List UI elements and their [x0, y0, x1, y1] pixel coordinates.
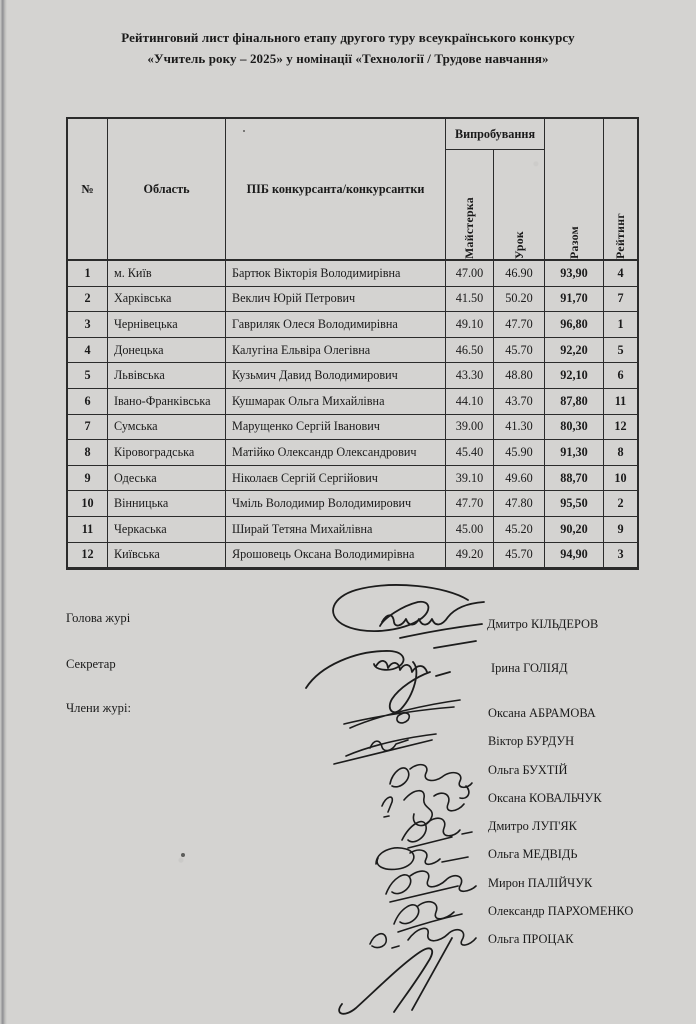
- cell-row-number: 6: [68, 389, 108, 415]
- scan-speck: [243, 130, 245, 132]
- col-header-region: Область: [108, 119, 226, 261]
- cell-rank: 3: [604, 543, 637, 569]
- col-header-maisterka-label: Майстерка: [462, 197, 476, 259]
- cell-row-number: 2: [68, 287, 108, 313]
- cell-urok-score: 45.20: [494, 517, 545, 543]
- cell-contestant-name: Гавриляк Олеся Володимирівна: [226, 312, 446, 338]
- signature-protsak: [370, 928, 476, 948]
- cell-maisterka-score: 46.50: [446, 338, 494, 364]
- cell-urok-score: 47.70: [494, 312, 545, 338]
- signature-lupyak: [402, 818, 472, 848]
- cell-total-score: 95,50: [545, 491, 604, 517]
- col-header-name: ПІБ конкурсанта/конкурсантки: [226, 119, 446, 261]
- jury-secretary-name: Ірина ГОЛІЯД: [491, 661, 568, 675]
- cell-rank: 11: [604, 389, 637, 415]
- cell-urok-score: 43.70: [494, 389, 545, 415]
- col-header-urok-label: Урок: [511, 230, 526, 259]
- cell-contestant-name: Веклич Юрій Петрович: [226, 287, 446, 313]
- cell-urok-score: 46.90: [494, 261, 545, 287]
- signature-flourish: [339, 938, 452, 1014]
- cell-total-score: 90,20: [545, 517, 604, 543]
- cell-row-number: 7: [68, 415, 108, 441]
- scan-edge-shadow: [0, 0, 7, 1024]
- cell-maisterka-score: 41.50: [446, 287, 494, 313]
- cell-maisterka-score: 44.10: [446, 389, 494, 415]
- cell-rank: 7: [604, 287, 637, 313]
- cell-contestant-name: Ширай Тетяна Михайлівна: [226, 517, 446, 543]
- cell-rank: 4: [604, 261, 637, 287]
- cell-row-number: 4: [68, 338, 108, 364]
- signature-bukhtiy: [390, 765, 472, 799]
- cell-maisterka-score: 47.00: [446, 261, 494, 287]
- cell-maisterka-score: 47.70: [446, 491, 494, 517]
- cell-region: Одеська: [108, 466, 226, 492]
- rating-table: [66, 117, 639, 570]
- cell-maisterka-score: 43.30: [446, 363, 494, 389]
- cell-contestant-name: Чміль Володимир Володимирович: [226, 491, 446, 517]
- cell-total-score: 94,90: [545, 543, 604, 569]
- cell-maisterka-score: 45.40: [446, 440, 494, 466]
- jury-members-names: [488, 706, 633, 946]
- cell-total-score: 87,80: [545, 389, 604, 415]
- cell-contestant-name: Ніколаєв Сергій Сергійович: [226, 466, 446, 492]
- cell-rank: 12: [604, 415, 637, 441]
- cell-total-score: 88,70: [545, 466, 604, 492]
- cell-region: м. Київ: [108, 261, 226, 287]
- cell-contestant-name: Кузьмич Давид Володимирович: [226, 363, 446, 389]
- title-line-1: Рейтинговий лист фінального етапу другого туру всеукраїнського конкурсу: [121, 30, 575, 45]
- col-header-rank: [604, 119, 637, 261]
- cell-region: Київська: [108, 543, 226, 569]
- signature-parkhomenko: [394, 902, 462, 932]
- jury-secretary-label: Секретар: [66, 657, 116, 671]
- jury-chair-name: Дмитро КІЛЬДЕРОВ: [487, 617, 599, 631]
- cell-maisterka-score: 39.00: [446, 415, 494, 441]
- cell-maisterka-score: 39.10: [446, 466, 494, 492]
- jury-member-name: Віктор БУРДУН: [488, 734, 575, 749]
- cell-urok-score: 47.80: [494, 491, 545, 517]
- cell-urok-score: 48.80: [494, 363, 545, 389]
- jury-member-name: Оксана АБРАМОВА: [488, 706, 596, 720]
- cell-contestant-name: Матійко Олександр Олександрович: [226, 440, 446, 466]
- cell-row-number: 8: [68, 440, 108, 466]
- col-header-total-label: Разом: [566, 226, 581, 259]
- cell-total-score: 92,10: [545, 363, 604, 389]
- jury-member-name: Ольга МЕДВІДЬ: [488, 847, 578, 862]
- cell-maisterka-score: 49.20: [446, 543, 494, 569]
- cell-contestant-name: Кушмарак Ольга Михайлівна: [226, 389, 446, 415]
- jury-member-name: Мирон ПАЛІЙЧУК: [488, 875, 593, 890]
- document-title: [0, 28, 696, 69]
- cell-row-number: 11: [68, 517, 108, 543]
- cell-region: Чернівецька: [108, 312, 226, 338]
- col-header-rank-label: Рейтинг: [613, 213, 627, 259]
- cell-region: Сумська: [108, 415, 226, 441]
- cell-region: Івано-Франківська: [108, 389, 226, 415]
- cell-total-score: 92,20: [545, 338, 604, 364]
- cell-rank: 6: [604, 363, 637, 389]
- cell-rank: 5: [604, 338, 637, 364]
- cell-total-score: 91,30: [545, 440, 604, 466]
- cell-contestant-name: Марущенко Сергій Іванович: [226, 415, 446, 441]
- jury-member-name: Дмитро ЛУП'ЯК: [488, 819, 577, 834]
- col-header-tests-group: Випробування: [446, 119, 545, 150]
- signature-kilderov: [333, 585, 484, 648]
- cell-rank: 10: [604, 466, 637, 492]
- cell-urok-score: 45.90: [494, 440, 545, 466]
- cell-urok-score: 45.70: [494, 338, 545, 364]
- cell-total-score: 91,70: [545, 287, 604, 313]
- col-header-maisterka: [446, 150, 494, 261]
- cell-region: Харківська: [108, 287, 226, 313]
- cell-contestant-name: Бартюк Вікторія Володимирівна: [226, 261, 446, 287]
- jury-member-name: Ольга БУХТІЙ: [488, 762, 568, 777]
- cell-contestant-name: Калугіна Ельвіра Олегівна: [226, 338, 446, 364]
- title-line-2: «Учитель року – 2025» у номінації «Технології / Трудове навчання»: [147, 50, 549, 66]
- cell-rank: 1: [604, 312, 637, 338]
- cell-region: Кіровоградська: [108, 440, 226, 466]
- cell-row-number: 10: [68, 491, 108, 517]
- scan-speck: [181, 853, 185, 857]
- cell-rank: 8: [604, 440, 637, 466]
- jury-member-name: Олександр ПАРХОМЕНКО: [488, 904, 634, 919]
- cell-urok-score: 45.70: [494, 543, 545, 569]
- cell-row-number: 12: [68, 543, 108, 569]
- cell-urok-score: 41.30: [494, 415, 545, 441]
- cell-region: Черкаська: [108, 517, 226, 543]
- cell-total-score: 80,30: [545, 415, 604, 441]
- signature-medvid: [376, 848, 468, 870]
- cell-maisterka-score: 45.00: [446, 517, 494, 543]
- signature-goliyad: [306, 651, 450, 712]
- cell-row-number: 5: [68, 363, 108, 389]
- cell-row-number: 1: [68, 261, 108, 287]
- cell-rank: 2: [604, 491, 637, 517]
- signature-burdun: [334, 734, 436, 764]
- cell-total-score: 96,80: [545, 312, 604, 338]
- col-header-number: №: [68, 119, 108, 261]
- signature-kovalchuk: [382, 791, 464, 826]
- cell-region: Вінницька: [108, 491, 226, 517]
- cell-region: Львівська: [108, 363, 226, 389]
- cell-row-number: 9: [68, 466, 108, 492]
- jury-member-name: Оксана КОВАЛЬЧУК: [488, 790, 602, 805]
- jury-member-name: Ольга ПРОЦАК: [488, 932, 574, 947]
- jury-members-label: Члени журі:: [66, 701, 131, 715]
- cell-contestant-name: Ярошовець Оксана Володимирівна: [226, 543, 446, 569]
- cell-total-score: 93,90: [545, 261, 604, 287]
- cell-rank: 9: [604, 517, 637, 543]
- jury-chair-label: Голова журі: [66, 611, 131, 625]
- cell-urok-score: 50.20: [494, 287, 545, 313]
- signature-abramova: [344, 700, 460, 728]
- col-header-total: [545, 119, 604, 261]
- cell-maisterka-score: 49.10: [446, 312, 494, 338]
- signature-paliychuk: [386, 871, 476, 902]
- cell-region: Донецька: [108, 338, 226, 364]
- col-header-urok: [494, 150, 545, 261]
- cell-urok-score: 49.60: [494, 466, 545, 492]
- cell-row-number: 3: [68, 312, 108, 338]
